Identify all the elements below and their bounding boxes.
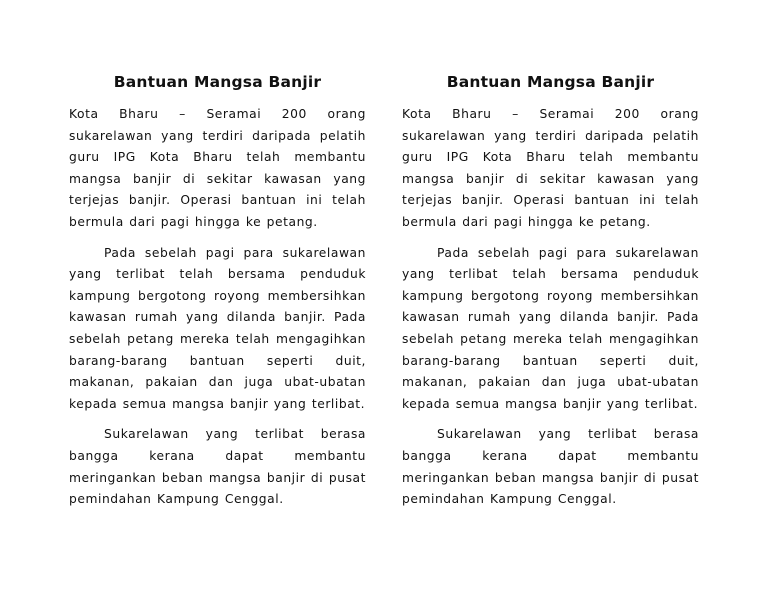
article-title: Bantuan Mangsa Banjir [446,73,655,91]
article-paragraph-1: Kota Bharu – Seramai 200 orang sukarelawan yang terdiri daripada pelatih guru IPG Kota Bharu telah membantu mangsa banjir di sekitar kawasan yang terjejas banjir. Operasi bantuan ini telah bermula dari pagi hingga ke petang. [69,107,366,229]
article-title: Bantuan Mangsa Banjir [113,73,322,91]
article-paragraph-1: Kota Bharu – Seramai 200 orang sukarelawan yang terdiri daripada pelatih guru IPG Kota Bharu telah membantu mangsa banjir di sekitar kawasan yang terjejas banjir. Operasi bantuan ini telah bermula dari pagi hingga ke petang. [402,107,699,229]
article-paragraph-3: Sukarelawan yang terlibat berasa bangga kerana dapat membantu meringankan beban mangsa banjir di pusat pemindahan Kampung Cenggal. [69,427,366,507]
article-left [69,68,366,511]
article-paragraph-2: Pada sebelah pagi para sukarelawan yang terlibat telah bersama penduduk kampung bergotong royong membersihkan kawasan rumah yang dilanda banjir. Pada sebelah petang mereka telah mengagihkan barang-barang bantuan seperti duit, makanan, pakaian dan juga ubat-ubatan kepada semua mangsa banjir yang terlibat. [402,245,699,411]
article-paragraph-3: Sukarelawan yang terlibat berasa bangga kerana dapat membantu meringankan beban mangsa banjir di pusat pemindahan Kampung Cenggal. [402,427,699,507]
article-right [402,68,699,511]
article-paragraph-2: Pada sebelah pagi para sukarelawan yang terlibat telah bersama penduduk kampung bergotong royong membersihkan kawasan rumah yang dilanda banjir. Pada sebelah petang mereka telah mengagihkan barang-barang bantuan seperti duit, makanan, pakaian dan juga ubat-ubatan kepada semua mangsa banjir yang terlibat. [69,245,366,411]
